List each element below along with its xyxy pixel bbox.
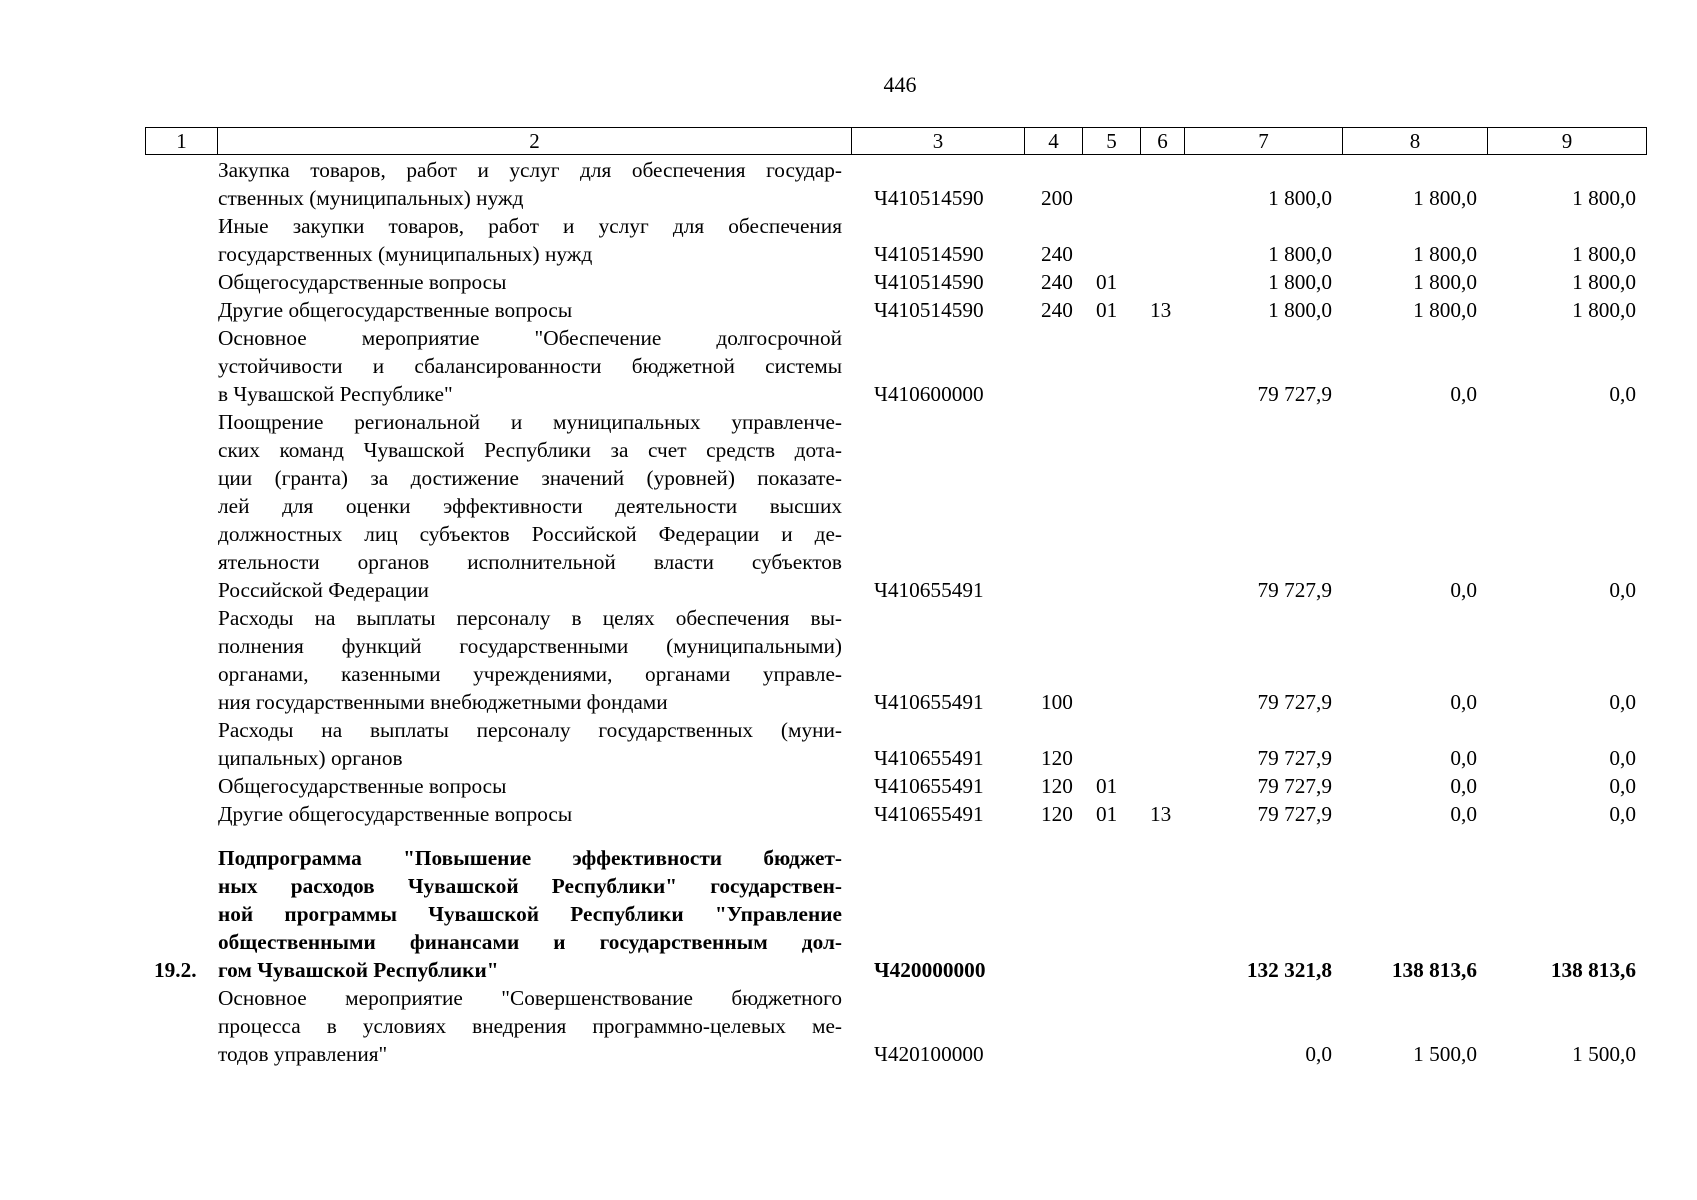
row-number bbox=[145, 716, 217, 772]
column-header-9: 9 bbox=[1488, 128, 1647, 155]
expense-type-group: 240 bbox=[1041, 298, 1073, 322]
table-row bbox=[145, 296, 1646, 324]
row-name bbox=[217, 800, 851, 828]
column-header-8: 8 bbox=[1343, 128, 1488, 155]
section-code bbox=[1082, 844, 1140, 984]
table-row bbox=[145, 828, 1646, 844]
expense-type-group: 240 bbox=[1041, 242, 1073, 266]
column-header-2: 2 bbox=[218, 128, 852, 155]
row-name-line: Основное мероприятие "Совершенствование бюджетного bbox=[218, 986, 842, 1010]
row-name-line: ских команд Чувашской Республики за счет средств дота- bbox=[218, 438, 842, 462]
section-code: 01 bbox=[1096, 270, 1118, 294]
column-header-6: 6 bbox=[1141, 128, 1185, 155]
subsection-code bbox=[1140, 844, 1184, 984]
row-name-line: Основное мероприятие "Обеспечение долгосрочной bbox=[218, 326, 842, 350]
table-row bbox=[145, 604, 1646, 716]
amount-column-7: 79 727,9 bbox=[1257, 690, 1332, 714]
amount-column-8: 0,0 bbox=[1450, 746, 1477, 770]
row-name-line: полнения функций государственными (муниципальными) bbox=[218, 634, 842, 658]
table-row bbox=[145, 800, 1646, 828]
amount-column-8: 1 800,0 bbox=[1413, 270, 1477, 294]
table-row bbox=[145, 268, 1646, 296]
expense-type-group: 100 bbox=[1041, 690, 1073, 714]
column-header-7: 7 bbox=[1185, 128, 1343, 155]
row-name-line: Расходы на выплаты персоналу государственных (муни- bbox=[218, 718, 842, 742]
amount-column-8: 1 800,0 bbox=[1413, 298, 1477, 322]
target-article-code: Ч410514590 bbox=[874, 242, 984, 266]
section-code bbox=[1082, 324, 1140, 408]
row-name-line: должностных лиц субъектов Российской Федерации и де- bbox=[218, 522, 842, 546]
expense-type-group: 120 bbox=[1041, 802, 1073, 826]
row-name-line: органами, казенными учреждениями, органами управле- bbox=[218, 662, 842, 686]
row-name-line: Закупка товаров, работ и услуг для обеспечения государ- bbox=[218, 158, 842, 182]
section-code bbox=[1082, 716, 1140, 772]
subsection-code bbox=[1140, 268, 1184, 296]
table-row bbox=[145, 984, 1646, 1068]
column-header-5: 5 bbox=[1083, 128, 1141, 155]
table-row bbox=[145, 212, 1646, 268]
amount-column-9: 1 800,0 bbox=[1572, 298, 1636, 322]
amount-column-7: 1 800,0 bbox=[1268, 270, 1332, 294]
amount-column-9: 0,0 bbox=[1609, 578, 1636, 602]
row-name-line: в Чувашской Республике" bbox=[218, 382, 453, 406]
row-name-line: ных расходов Чувашской Республики" государствен- bbox=[218, 874, 842, 898]
column-header-row bbox=[145, 127, 1647, 155]
row-name bbox=[217, 324, 851, 408]
row-name bbox=[217, 296, 851, 324]
section-code bbox=[1082, 984, 1140, 1068]
section-code bbox=[1082, 212, 1140, 268]
row-number bbox=[145, 268, 217, 296]
amount-column-8: 0,0 bbox=[1450, 690, 1477, 714]
row-name-line: Другие общегосударственные вопросы bbox=[218, 802, 573, 826]
amount-column-9: 0,0 bbox=[1609, 746, 1636, 770]
subsection-code bbox=[1140, 716, 1184, 772]
amount-column-7: 79 727,9 bbox=[1257, 382, 1332, 406]
target-article-code: Ч410655491 bbox=[874, 578, 984, 602]
table-row bbox=[145, 408, 1646, 604]
target-article-code: Ч420100000 bbox=[874, 1042, 984, 1066]
amount-column-9: 1 800,0 bbox=[1572, 242, 1636, 266]
section-code bbox=[1082, 408, 1140, 604]
amount-column-7: 79 727,9 bbox=[1257, 746, 1332, 770]
subsection-code bbox=[1140, 772, 1184, 800]
table-row bbox=[145, 844, 1646, 984]
subsection-code bbox=[1140, 212, 1184, 268]
row-name-line: Другие общегосударственные вопросы bbox=[218, 298, 573, 322]
row-number bbox=[145, 772, 217, 800]
amount-column-8: 138 813,6 bbox=[1391, 958, 1477, 982]
row-name bbox=[217, 844, 851, 984]
subsection-code bbox=[1140, 408, 1184, 604]
column-header-4: 4 bbox=[1025, 128, 1083, 155]
table-row bbox=[145, 772, 1646, 800]
row-name-line: ной программы Чувашской Республики "Управление bbox=[218, 902, 842, 926]
row-name-line: ятельности органов исполнительной власти субъектов bbox=[218, 550, 842, 574]
row-number bbox=[145, 296, 217, 324]
amount-column-7: 79 727,9 bbox=[1257, 774, 1332, 798]
expense-type-group bbox=[1024, 324, 1082, 408]
row-name bbox=[217, 604, 851, 716]
section-code bbox=[1082, 156, 1140, 212]
section-code: 01 bbox=[1096, 802, 1118, 826]
subsection-code bbox=[1140, 324, 1184, 408]
amount-column-9: 1 500,0 bbox=[1572, 1042, 1636, 1066]
subsection-code: 13 bbox=[1150, 298, 1172, 322]
amount-column-8: 0,0 bbox=[1450, 578, 1477, 602]
section-code bbox=[1082, 604, 1140, 716]
target-article-code: Ч410655491 bbox=[874, 746, 984, 770]
amount-column-9: 1 800,0 bbox=[1572, 270, 1636, 294]
amount-column-8: 0,0 bbox=[1450, 774, 1477, 798]
row-name bbox=[217, 716, 851, 772]
expense-type-group bbox=[1024, 408, 1082, 604]
expense-type-group: 120 bbox=[1041, 774, 1073, 798]
amount-column-8: 0,0 bbox=[1450, 802, 1477, 826]
table-row bbox=[145, 156, 1646, 212]
row-name-line: ния государственными внебюджетными фондами bbox=[218, 690, 668, 714]
amount-column-7: 132 321,8 bbox=[1246, 958, 1332, 982]
row-number bbox=[145, 604, 217, 716]
amount-column-9: 138 813,6 bbox=[1550, 958, 1636, 982]
row-name-line: гом Чувашской Республики" bbox=[218, 958, 499, 982]
target-article-code: Ч410655491 bbox=[874, 690, 984, 714]
row-name-line: Российской Федерации bbox=[218, 578, 429, 602]
row-number bbox=[145, 408, 217, 604]
row-name-line: Общегосударственные вопросы bbox=[218, 270, 507, 294]
amount-column-7: 79 727,9 bbox=[1257, 802, 1332, 826]
amount-column-9: 0,0 bbox=[1609, 690, 1636, 714]
expense-type-group: 120 bbox=[1041, 746, 1073, 770]
amount-column-8: 0,0 bbox=[1450, 382, 1477, 406]
target-article-code: Ч420000000 bbox=[874, 958, 986, 982]
expense-type-group: 240 bbox=[1041, 270, 1073, 294]
row-name-line: Иные закупки товаров, работ и услуг для обеспечения bbox=[218, 214, 842, 238]
row-spacer bbox=[145, 828, 1646, 844]
target-article-code: Ч410600000 bbox=[874, 382, 984, 406]
subsection-code bbox=[1140, 604, 1184, 716]
row-number: 19.2. bbox=[154, 958, 197, 982]
row-name bbox=[217, 212, 851, 268]
target-article-code: Ч410514590 bbox=[874, 298, 984, 322]
table-row bbox=[145, 716, 1646, 772]
amount-column-7: 79 727,9 bbox=[1257, 578, 1332, 602]
target-article-code: Ч410655491 bbox=[874, 802, 984, 826]
row-number bbox=[145, 800, 217, 828]
subsection-code: 13 bbox=[1150, 802, 1172, 826]
row-number bbox=[145, 212, 217, 268]
table-row bbox=[145, 324, 1646, 408]
expense-type-group: 200 bbox=[1041, 186, 1073, 210]
row-name-line: тодов управления" bbox=[218, 1042, 388, 1066]
row-name-line: государственных (муниципальных) нужд bbox=[218, 242, 593, 266]
row-name bbox=[217, 772, 851, 800]
page-number: 446 bbox=[883, 72, 917, 97]
row-name-line: лей для оценки эффективности деятельности высших bbox=[218, 494, 842, 518]
amount-column-9: 1 800,0 bbox=[1572, 186, 1636, 210]
amount-column-8: 1 500,0 bbox=[1413, 1042, 1477, 1066]
amount-column-7: 1 800,0 bbox=[1268, 186, 1332, 210]
row-name bbox=[217, 408, 851, 604]
amount-column-7: 1 800,0 bbox=[1268, 242, 1332, 266]
target-article-code: Ч410514590 bbox=[874, 270, 984, 294]
amount-column-8: 1 800,0 bbox=[1413, 186, 1477, 210]
budget-table bbox=[145, 156, 1646, 1068]
row-number bbox=[145, 156, 217, 212]
row-number bbox=[145, 324, 217, 408]
amount-column-9: 0,0 bbox=[1609, 802, 1636, 826]
subsection-code bbox=[1140, 984, 1184, 1068]
amount-column-8: 1 800,0 bbox=[1413, 242, 1477, 266]
row-name-line: устойчивости и сбалансированности бюджетной системы bbox=[218, 354, 842, 378]
amount-column-9: 0,0 bbox=[1609, 774, 1636, 798]
row-name-line: Подпрограмма "Повышение эффективности бюджет- bbox=[218, 846, 842, 870]
row-name-line: процесса в условиях внедрения программно-целевых ме- bbox=[218, 1014, 842, 1038]
expense-type-group bbox=[1024, 844, 1082, 984]
row-name-line: общественными финансами и государственным дол- bbox=[218, 930, 842, 954]
section-code: 01 bbox=[1096, 298, 1118, 322]
target-article-code: Ч410514590 bbox=[874, 186, 984, 210]
row-number bbox=[145, 984, 217, 1068]
amount-column-7: 0,0 bbox=[1305, 1042, 1332, 1066]
row-name-line: Общегосударственные вопросы bbox=[218, 774, 507, 798]
row-name-line: ственных (муниципальных) нужд bbox=[218, 186, 524, 210]
row-name-line: Расходы на выплаты персоналу в целях обеспечения вы- bbox=[218, 606, 842, 630]
row-name-line: Поощрение региональной и муниципальных управленче- bbox=[218, 410, 842, 434]
subsection-code bbox=[1140, 156, 1184, 212]
target-article-code: Ч410655491 bbox=[874, 774, 984, 798]
row-name bbox=[217, 156, 851, 212]
amount-column-9: 0,0 bbox=[1609, 382, 1636, 406]
section-code: 01 bbox=[1096, 774, 1118, 798]
row-name-line: ципальных) органов bbox=[218, 746, 403, 770]
row-name bbox=[217, 268, 851, 296]
amount-column-7: 1 800,0 bbox=[1268, 298, 1332, 322]
column-header-3: 3 bbox=[852, 128, 1025, 155]
row-name bbox=[217, 984, 851, 1068]
column-header-1: 1 bbox=[146, 128, 218, 155]
expense-type-group bbox=[1024, 984, 1082, 1068]
row-name-line: ции (гранта) за достижение значений (уровней) показате- bbox=[218, 466, 842, 490]
